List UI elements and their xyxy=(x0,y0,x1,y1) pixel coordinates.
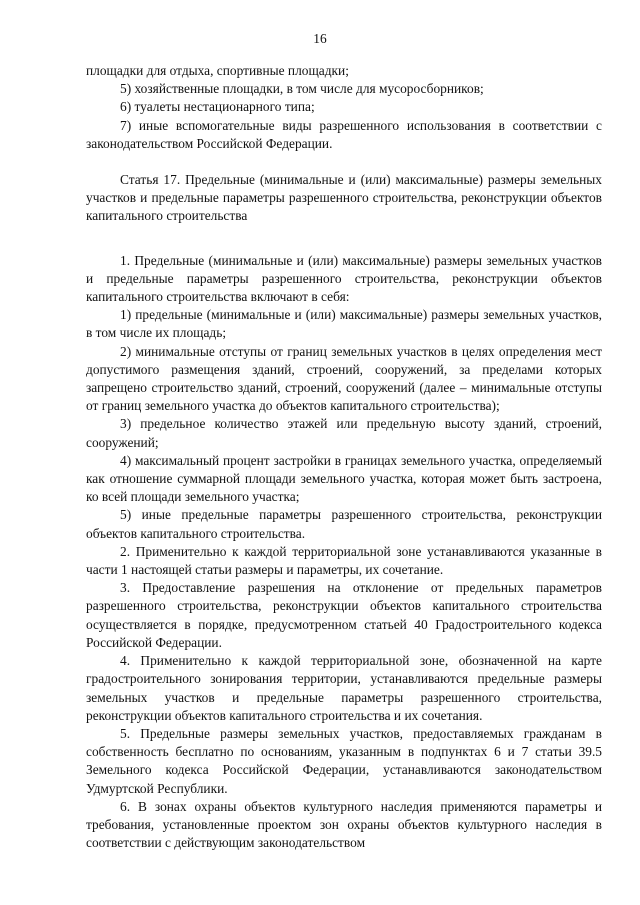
paragraph: 1. Предельные (минимальные и (или) максимальные) размеры земельных участков и предельные параметры разрешенного строительства, реконструкции объектов капитального строительства включают в себя: xyxy=(86,252,602,305)
paragraph: 2) минимальные отступы от границ земельных участков в целях определения мест допустимого размещения зданий, строений, сооружений, за пределами которых запрещено строительство зданий, строений, сооружений (далее – минимальные отступы от границ земельного участка до объектов капитального строительства); xyxy=(86,343,602,414)
paragraph: 6. В зонах охраны объектов культурного наследия применяются параметры и требования, установленные проектом зон охраны объектов культурного наследия в соответствии с действующим законодательством xyxy=(86,798,602,851)
article-heading: Статья 17. Предельные (минимальные и (или) максимальные) размеры земельных участков и предельные параметры разрешенного строительства, реконструкции объектов капитального строительства xyxy=(86,172,602,224)
document-body xyxy=(86,62,602,852)
page-number: 16 xyxy=(313,31,327,46)
paragraph: 3. Предоставление разрешения на отклонение от предельных параметров разрешенного строительства, реконструкции объектов капитального строительства осуществляется в порядке, предусмотренном статьей 40 Градостроительного кодекса Российской Федерации. xyxy=(86,580,602,650)
list-item: 6) туалеты нестационарного типа; xyxy=(120,99,315,115)
list-item: площадки для отдыха, спортивные площадки; xyxy=(86,63,349,78)
list-item: 7) иные вспомогательные виды разрешенного использования в соответствии с законодательством Российской Федерации. xyxy=(86,117,602,151)
paragraph: 3) предельное количество этажей или предельную высоту зданий, строений, сооружений; xyxy=(86,416,602,450)
list-item: 5) хозяйственные площадки, в том числе для мусоросборников; xyxy=(120,81,484,97)
paragraph: 2. Применительно к каждой территориальной зоне устанавливаются указанные в части 1 настоящей статьи размеры и параметры, их сочетание. xyxy=(86,543,602,578)
paragraph: 4) максимальный процент застройки в границах земельного участка, определяемый как отношение суммарной площади земельного участка, которая может быть застроена, ко всей площади земельного участка; xyxy=(86,452,602,505)
paragraph: 4. Применительно к каждой территориальной зоне, обозначенной на карте градостроительного зонирования территории, устанавливаются предельные размеры земельных участков и предельные параметры разрешенного строительства, реконструкции объектов капитального строительства и их сочетания. xyxy=(86,653,602,723)
paragraph: 5) иные предельные параметры разрешенного строительства, реконструкции объектов капитального строительства. xyxy=(86,507,602,541)
paragraph: 5. Предельные размеры земельных участков, предоставляемых гражданам в собственность бесплатно по основаниям, указанным в подпунктах 6 и 7 статьи 39.5 Земельного кодекса Российской Федерации, устанавливаются законодательством Удмуртской Республики. xyxy=(86,725,602,796)
paragraph: 1) предельные (минимальные и (или) максимальные) размеры земельных участков, в том числе их площадь; xyxy=(86,307,602,341)
